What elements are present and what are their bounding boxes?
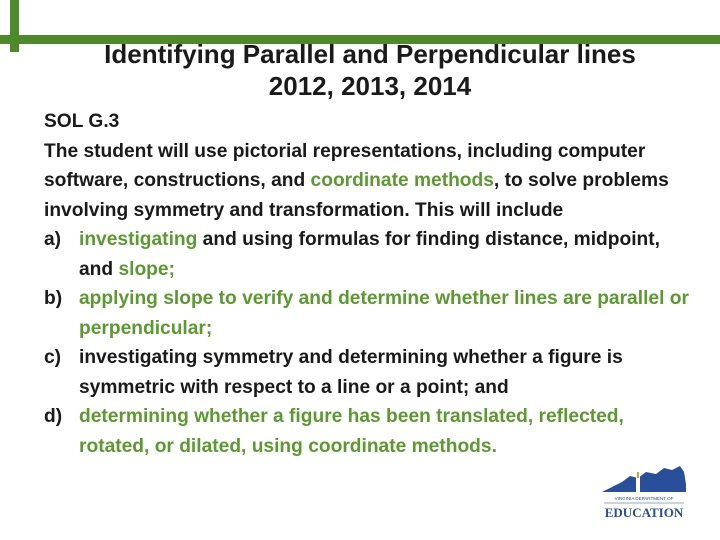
list-label: c) xyxy=(44,347,62,368)
list-item-c: c) investigating symmetry and determining whether a figure is symmetric with respect to a line or a point; and xyxy=(44,343,694,402)
highlight-coordinate-methods: coordinate methods xyxy=(310,170,494,191)
logo-top-text: VIRGINIA DEPARTMENT OF xyxy=(614,496,674,501)
list-label: d) xyxy=(44,406,63,427)
sol-heading: SOL G.3 xyxy=(44,111,120,132)
slide-body xyxy=(44,107,694,461)
frame-vertical-bar xyxy=(10,0,19,52)
state-silhouette-icon xyxy=(602,466,686,492)
slide-title xyxy=(40,38,700,102)
title-line-1: Identifying Parallel and Perpendicular lines xyxy=(104,39,636,69)
virginia-doe-logo xyxy=(600,462,688,524)
list-item-a: a) investigating and using formulas for finding distance, midpoint, and slope; xyxy=(44,225,694,284)
logo-bottom-text: EDUCATION xyxy=(604,505,684,520)
highlight-slope: slope; xyxy=(118,258,175,280)
list-label: a) xyxy=(44,229,62,250)
sol-intro: The student will use pictorial representations, including computer software, constructions, and coordinate methods, to solve problems involving symmetry and transformation. This will include xyxy=(44,140,669,221)
list-item-b: b) applying slope to verify and determine whether lines are parallel or perpendicular; xyxy=(44,284,694,343)
list-label: b) xyxy=(44,288,63,309)
highlight-investigating: investigating xyxy=(79,229,198,250)
title-line-2: 2012, 2013, 2014 xyxy=(268,71,472,101)
list-item-d: d) determining whether a figure has been translated, reflected, rotated, or dilated, using coordinate methods. xyxy=(44,402,694,461)
